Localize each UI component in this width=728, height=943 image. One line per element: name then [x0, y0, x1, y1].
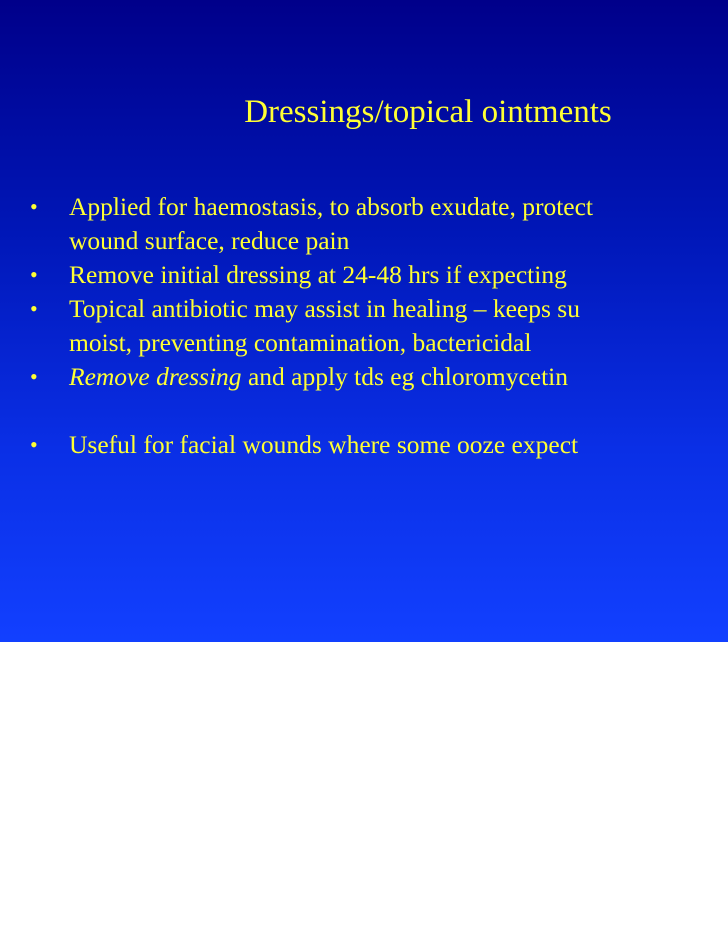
bullet-item: [24, 292, 593, 360]
bullet-text: Applied for haemostasis, to absorb exudate, protect: [69, 192, 594, 221]
bullet-glyph: •: [30, 296, 38, 321]
bullet-text: Topical antibiotic may assist in healing – keeps su: [69, 294, 580, 323]
bullet-item: [24, 258, 593, 292]
bullet-item: [24, 428, 593, 462]
bullet-text: wound surface, reduce pain: [69, 226, 350, 255]
bullet-text-rest: and apply tds eg chloromycetin: [241, 362, 569, 391]
bullet-item: [24, 360, 593, 394]
bullet-text: moist, preventing contamination, bactericidal: [69, 328, 532, 357]
bullet-text: [69, 360, 593, 394]
bullet-item: [24, 190, 593, 258]
bullet-text: Useful for facial wounds where some ooze expect: [69, 430, 579, 459]
bullet-text-italic: Remove dressing: [69, 362, 242, 391]
bullet-text: Remove initial dressing at 24-48 hrs if expecting: [69, 260, 567, 289]
bullet-glyph: •: [30, 194, 38, 219]
slide-title: Dressings/topical ointments: [244, 94, 612, 130]
bullet-glyph: •: [30, 432, 38, 457]
bullet-glyph: •: [30, 262, 38, 287]
bullet-glyph: •: [30, 364, 38, 389]
bullet-list: [24, 190, 593, 462]
